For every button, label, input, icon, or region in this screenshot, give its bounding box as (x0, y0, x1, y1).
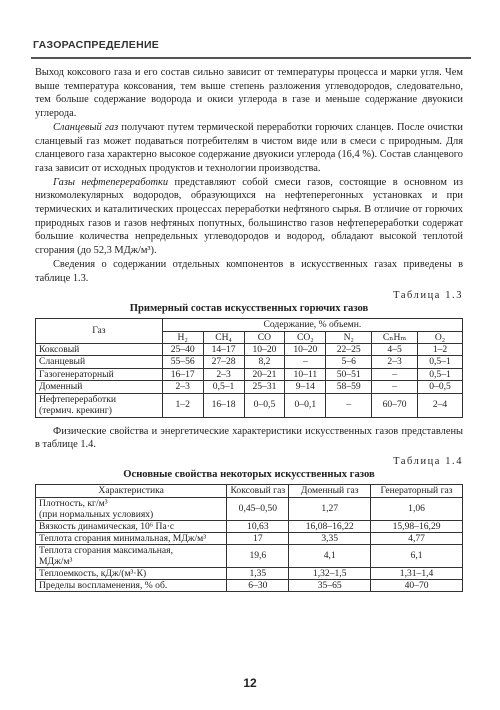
paragraph-coke-gas: Выход коксового газа и его состав сильно зависит от температуры процесса и марки угля. Чем выше температура коксования, тем выше степень разложения углеводородов, следовательно, тем больше содержание водорода и окиси углерода в газе и меньше содержание двуокиси углерода. (35, 67, 463, 120)
table-cell: 15,98–16,29 (371, 520, 463, 532)
page-body (35, 66, 463, 592)
table-cell: 0,5–1 (203, 381, 244, 393)
table-cell: 35–65 (289, 579, 371, 591)
component-header: N₂ (326, 331, 372, 343)
table-cell: – (285, 356, 326, 368)
table-cell: 25–31 (244, 381, 285, 393)
table-cell: – (372, 381, 418, 393)
page-number: 12 (243, 676, 257, 690)
row-name (36, 544, 227, 567)
table-cell: 40–70 (371, 579, 463, 591)
table-cell: 3,35 (289, 532, 371, 544)
paragraph-shale-text: получают путем термической переработки горючих сланцев. После очистки сланцевый газ может подаваться потребителям в чистом виде или в смеси с природным. Для сланцевого газа характерно высокое содержание двуокиси углерода (16,4 %). Состав сланцевого газа зависит от исходных продуктов и технологии производства. (35, 121, 463, 174)
paragraph-refinery-text: представляют собой смеси газов, состоящие в основном из низкомолекулярных водородов, образующихся на нефтеперегонных установках и при термических и каталитических процессах переработки нефтяного сырья. В отличие от горючих природных газов и газов нефтяных попутных, большинство газов нефтепереработки содержат большие количества непредельных углеводородов и водород, обладают высокой теплотой сгорания (до 52,3 МДж/м³). (35, 176, 463, 257)
row-name: Теплоемкость, кДж/(м³·К) (36, 567, 227, 579)
col-coke-gas-header: Коксовый газ (227, 484, 289, 497)
table-row (36, 381, 463, 393)
table-cell: 0–0,1 (285, 393, 326, 417)
row-name: Доменный (36, 381, 163, 393)
row-name-line: (термич. крекинг) (39, 405, 112, 417)
table-row (36, 532, 463, 544)
row-name: Газогенераторный (36, 368, 163, 380)
row-name (36, 393, 163, 417)
table-cell: 5–6 (326, 356, 372, 368)
col-gas-header: Газ (36, 319, 163, 344)
row-name: Пределы воспламенения, % об. (36, 579, 227, 591)
table-cell: 10,63 (227, 520, 289, 532)
component-header: CO (244, 331, 285, 343)
table-cell: 14–17 (203, 344, 244, 356)
table-cell: 16–18 (203, 393, 244, 417)
table-cell: 6–30 (227, 579, 289, 591)
table-cell: 16–17 (162, 368, 203, 380)
row-name: Вязкость динамическая, 10⁶ Па·с (36, 520, 227, 532)
paragraph-table-ref-13: Сведения о содержании отдельных компонентов в искусственных газах приведены в таблице 1.3. (35, 258, 463, 284)
row-name (36, 497, 227, 520)
header-rule (31, 57, 471, 59)
row-name: Коксовый (36, 344, 163, 356)
table-cell: 10–11 (285, 368, 326, 380)
paragraph-shale-gas (35, 121, 463, 176)
table-cell: 55–56 (162, 356, 203, 368)
table-cell: 8,2 (244, 356, 285, 368)
component-header: O₂ (418, 331, 463, 343)
table-row (36, 368, 463, 380)
col-blast-furnace-gas-header: Доменный газ (289, 484, 371, 497)
table-1-3-title: Примерный состав искусственных горючих газов (129, 303, 369, 315)
table-cell: 25–40 (162, 344, 203, 356)
table-row (36, 579, 463, 591)
table-cell: 1,06 (371, 497, 463, 520)
table-cell: 0,5–1 (418, 356, 463, 368)
table-1-3-label: Таблица 1.3 (393, 290, 463, 302)
table-1-3 (35, 318, 463, 417)
table-cell: 0–0,5 (244, 393, 285, 417)
table-cell: 1–2 (418, 344, 463, 356)
term-shale-gas: Сланцевый газ (53, 121, 119, 133)
component-header: CₙHₘ (372, 331, 418, 343)
row-name-line: Нефтепереработки (39, 393, 117, 405)
table-cell: 2–4 (418, 393, 463, 417)
paragraph-table-ref-14: Физические свойства и энергетические характеристики искусственных газов представлены в таблице 1.4. (35, 425, 463, 451)
table-cell: 1–2 (162, 393, 203, 417)
table-cell: 2–3 (203, 368, 244, 380)
row-name-line: (при нормальных условиях) (39, 508, 154, 520)
table-cell: 27–28 (203, 356, 244, 368)
row-name-line: Плотность, кг/м³ (39, 497, 108, 509)
col-content-header: Содержание, % объемн. (162, 319, 462, 331)
table-cell: 1,32–1,5 (289, 567, 371, 579)
table-cell: 10–20 (285, 344, 326, 356)
table-cell: – (326, 393, 372, 417)
component-header: CH₄ (203, 331, 244, 343)
table-cell: 4–5 (372, 344, 418, 356)
table-cell: 4,1 (289, 544, 371, 567)
table-cell: 10–20 (244, 344, 285, 356)
table-row (36, 393, 463, 417)
row-name-line: МДж/м³ (39, 555, 73, 567)
term-refinery-gas: Газы нефтепереработки (53, 176, 169, 188)
table-cell: 4,77 (371, 532, 463, 544)
component-header: CO₂ (285, 331, 326, 343)
table-row (36, 520, 463, 532)
row-name: Теплота сгорания минимальная, МДж/м³ (36, 532, 227, 544)
table-cell: 1,31–1,4 (371, 567, 463, 579)
table-cell: – (372, 368, 418, 380)
row-name: Сланцевый (36, 356, 163, 368)
col-characteristic-header: Характеристика (36, 484, 227, 497)
table-cell: 16,08–16,22 (289, 520, 371, 532)
table-cell: 60–70 (372, 393, 418, 417)
table-cell: 50–51 (326, 368, 372, 380)
table-cell: 9–14 (285, 381, 326, 393)
table-cell: 17 (227, 532, 289, 544)
table-cell: 2–3 (372, 356, 418, 368)
table-1-4-label: Таблица 1.4 (393, 455, 463, 467)
running-header: ГАЗОРАСПРЕДЕЛЕНИЕ (33, 39, 160, 51)
table-cell: 58–59 (326, 381, 372, 393)
table-cell: 6,1 (371, 544, 463, 567)
table-cell: 0,45–0,50 (227, 497, 289, 520)
component-header: H₂ (162, 331, 203, 343)
table-cell: 2–3 (162, 381, 203, 393)
table-cell: 0–0,5 (418, 381, 463, 393)
table-cell: 0,5–1 (418, 368, 463, 380)
table-row (36, 344, 463, 356)
table-cell: 22–25 (326, 344, 372, 356)
table-row (36, 544, 463, 567)
table-cell: 1,35 (227, 567, 289, 579)
table-cell: 19,6 (227, 544, 289, 567)
table-row (36, 356, 463, 368)
table-1-4-title: Основные свойства некоторых искусственных газов (123, 468, 375, 480)
table-cell: 20–21 (244, 368, 285, 380)
table-cell: 1,27 (289, 497, 371, 520)
table-row (36, 497, 463, 520)
table-header-row (36, 484, 463, 497)
col-generator-gas-header: Генераторный газ (371, 484, 463, 497)
table-row (36, 567, 463, 579)
row-name-line: Теплота сгорания максимальная, (39, 544, 173, 556)
table-1-4 (35, 484, 463, 592)
paragraph-refinery-gas (35, 176, 463, 258)
